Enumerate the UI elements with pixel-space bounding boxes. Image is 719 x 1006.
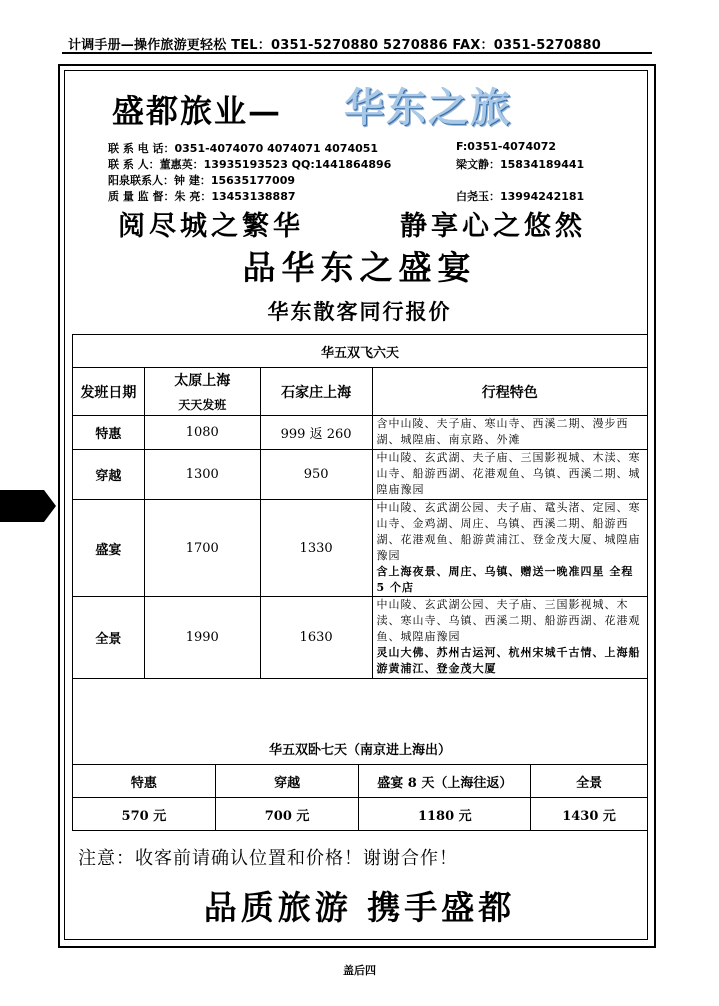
price-table-flight — [72, 334, 648, 734]
table2-title: 华五双卧七天（南京进上海出） — [73, 726, 648, 765]
contact-quality: 质 量 监 督：朱 亮：13453138887 — [108, 190, 296, 203]
subheadline: 华东散客同行报价 — [267, 300, 452, 324]
route-extra-text: 含上海夜景、周庄、乌镇、赠送一晚准四星 全程 5 个店 — [376, 565, 634, 594]
table-row — [73, 597, 648, 679]
contact-person: 联 系 人：董惠英：13935193523 QQ:1441864896 — [108, 158, 392, 171]
route-features — [372, 500, 647, 597]
route-extra-text: 灵山大佛、苏州古运河、杭州宋城千古情、上海船游黄浦江、登金茂大厦 — [376, 646, 641, 675]
price-taiyuan: 1990 — [144, 597, 260, 679]
route-feature-text: 中山陵、玄武湖公园、夫子庙、鼋头渚、定园、寒山寺、金鸡湖、周庄、乌镇、西溪二期、船游西湖、花港观鱼、船游黄浦江、登金茂大厦、城隍庙豫园 — [376, 501, 641, 562]
header-taiyuan-note: 天天发班 — [178, 398, 227, 412]
brand-art-title: 华东之旅 — [344, 84, 512, 131]
top-header-line: 计调手册—操作旅游更轻松 TEL：0351-5270880 5270886 FAX：0351-5270880 — [68, 38, 601, 53]
footer-slogan: 品质旅游 携手盛都 — [203, 888, 516, 927]
contact-phone: 联 系 电 话：0351-4074070 4074071 4074051 — [108, 142, 379, 155]
price-taiyuan: 1080 — [144, 416, 260, 450]
header-quanjing: 全景 — [531, 765, 648, 798]
table-row — [73, 500, 648, 597]
header-date: 发班日期 — [73, 368, 145, 416]
header-taiyuan — [144, 368, 260, 416]
table-row — [73, 450, 648, 500]
header-taiyuan-label: 太原上海 — [174, 373, 231, 389]
header-rule — [62, 52, 652, 54]
contact-person-2: 梁文静：15834189441 — [456, 158, 585, 171]
notice-text: 注意：收客前请确认位置和价格！谢谢合作！ — [78, 848, 458, 869]
table-row — [73, 416, 648, 450]
price-tehui: 570 元 — [73, 798, 216, 831]
page-mark: 盖后四 — [343, 964, 376, 977]
header-features: 行程特色 — [372, 368, 647, 416]
slogan-right: 静享心之悠然 — [400, 211, 586, 242]
row-name: 盛宴 — [73, 500, 145, 597]
price-quanjing: 1430 元 — [531, 798, 648, 831]
price-shengyan: 1180 元 — [359, 798, 531, 831]
route-feature-text: 中山陵、玄武湖公园、夫子庙、三国影视城、木渎、寒山寺、乌镇、西溪二期、船游西湖、花港观鱼、城隍庙豫园 — [376, 598, 641, 643]
header-shengyan: 盛宴 8 天（上海往返） — [359, 765, 531, 798]
slogan-left: 阅尽城之繁华 — [118, 211, 304, 242]
headline: 品华东之盛宴 — [242, 248, 477, 287]
row-name: 全景 — [73, 597, 145, 679]
row-name: 穿越 — [73, 450, 145, 500]
route-features: 含中山陵、夫子庙、寒山寺、西溪二期、漫步西湖、城隍庙、南京路、外滩 — [372, 416, 647, 450]
header-tehui: 特惠 — [73, 765, 216, 798]
header-shijiazhuang: 石家庄上海 — [260, 368, 372, 416]
price-shijiazhuang: 999 返 260 — [260, 416, 372, 450]
contact-yangquan: 阳泉联系人：钟 建：15635177009 — [108, 174, 296, 187]
price-shijiazhuang: 1630 — [260, 597, 372, 679]
price-shijiazhuang: 950 — [260, 450, 372, 500]
arrow-marker-icon — [0, 490, 56, 522]
price-table-train — [72, 726, 648, 831]
route-features: 中山陵、玄武湖、夫子庙、三国影视城、木渎、寒山寺、船游西湖、花港观鱼、乌镇、西溪二期、城隍庙豫园 — [372, 450, 647, 500]
header-chuanyue: 穿越 — [215, 765, 359, 798]
route-features — [372, 597, 647, 679]
contact-fax: F:0351-4074072 — [456, 140, 557, 153]
table1-title: 华五双飞六天 — [73, 335, 648, 368]
price-taiyuan: 1700 — [144, 500, 260, 597]
price-chuanyue: 700 元 — [215, 798, 359, 831]
contact-quality-2: 白尧玉：13994242181 — [456, 190, 585, 203]
row-name: 特惠 — [73, 416, 145, 450]
price-shijiazhuang: 1330 — [260, 500, 372, 597]
brand-name: 盛都旅业— — [112, 92, 283, 130]
price-taiyuan: 1300 — [144, 450, 260, 500]
